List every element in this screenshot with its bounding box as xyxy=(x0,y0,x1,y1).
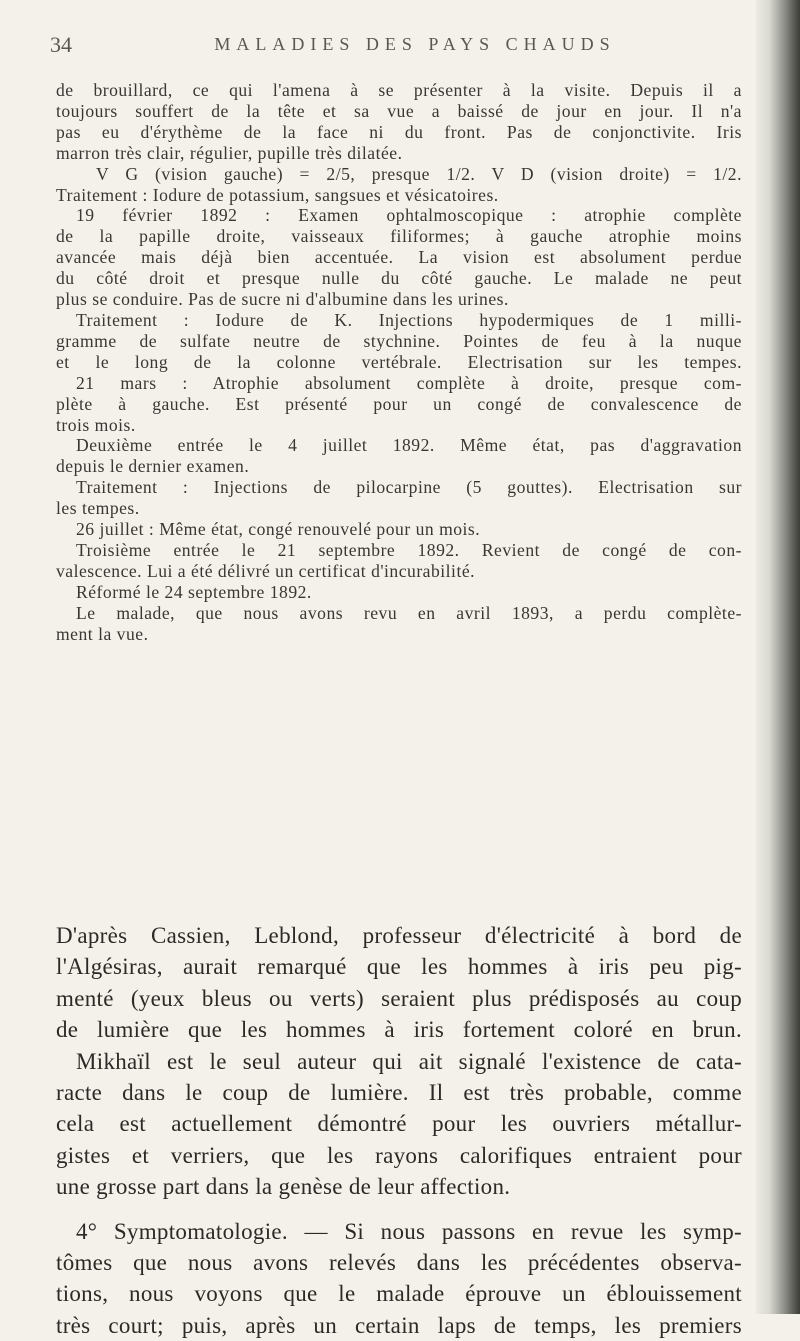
case-line: les tempes. xyxy=(56,498,140,519)
main-line: une grosse part dans la genèse de leur affection. xyxy=(56,1174,511,1200)
case-line: V G (vision gauche) = 2/5, presque 1/2. V D (vision droite) = 1/2. xyxy=(96,163,742,184)
section-gap xyxy=(56,1203,742,1216)
main-line: D'après Cassien, Leblond, professeur d'électricité à bord de xyxy=(56,923,742,948)
case-line: pas eu d'érythème de la face ni du front. Pas de conjonctivite. Iris xyxy=(56,121,742,142)
case-line: de la papille droite, vaisseaux filiformes; à gauche atrophie moins xyxy=(56,226,742,247)
main-line: racte dans le coup de lumière. Il est très probable, comme xyxy=(56,1080,742,1106)
main-line: tômes que nous avons relevés dans les précédentes observa- xyxy=(56,1250,742,1276)
main-line: tions, nous voyons que le malade éprouve un éblouissement xyxy=(56,1281,742,1307)
case-line: Réformé le 24 septembre 1892. xyxy=(76,581,312,602)
case-line: de brouillard, ce qui l'amena à se présenter à la visite. Depuis il a xyxy=(56,80,742,100)
case-line: et le long de la colonne vertébrale. Electrisation sur les tempes. xyxy=(56,351,742,372)
case-line: 26 juillet : Même état, congé renouvelé pour un mois. xyxy=(76,519,481,540)
section-heading-line: 4° Symptomatologie. — Si nous passons en revue les symp- xyxy=(76,1218,742,1244)
main-line: très court; puis, après un certain laps de temps, les premiers xyxy=(56,1312,742,1338)
case-observation xyxy=(56,80,742,644)
case-line: Traitement : Iodure de potassium, sangsues et vésicatoires. xyxy=(56,184,499,205)
case-line: trois mois. xyxy=(56,414,136,435)
case-line: depuis le dernier examen. xyxy=(56,456,250,477)
case-line: plus se conduire. Pas de sucre ni d'albumine dans les urines. xyxy=(56,289,509,310)
case-line: du côté droit et presque nulle du côté gauche. Le malade ne peut xyxy=(56,268,742,289)
case-line: marron très clair, régulier, pupille très dilatée. xyxy=(56,142,403,163)
case-line: 21 mars : Atrophie absolument complète à droite, presque com- xyxy=(76,372,742,393)
case-line: valescence. Lui a été délivré un certificat d'incurabilité. xyxy=(56,560,476,581)
case-line: ment la vue. xyxy=(56,623,149,644)
main-line: gistes et verriers, que les rayons calorifiques entraient pour xyxy=(56,1142,742,1168)
main-line: Mikhaïl est le seul auteur qui ait signalé l'existence de cata- xyxy=(76,1048,742,1074)
main-line: menté (yeux bleus ou verts) seraient plus prédisposés au coup xyxy=(56,985,742,1011)
main-text xyxy=(56,920,742,1341)
case-line: avancée mais déjà bien accentuée. La vision est absolument perdue xyxy=(56,247,742,268)
case-line: Traitement : Iodure de K. Injections hypodermiques de 1 milli- xyxy=(76,309,742,330)
page-number: 34 xyxy=(50,32,72,57)
main-line: cela est actuellement démontré pour les ouvriers métallur- xyxy=(56,1111,742,1137)
case-line: Traitement : Injections de pilocarpine (5 gouttes). Electrisation sur xyxy=(76,477,742,498)
case-line: plète à gauche. Est présenté pour un congé de convalescence de xyxy=(56,393,742,414)
running-head: MALADIES DES PAYS CHAUDS xyxy=(214,34,616,54)
case-line: Deuxième entrée le 4 juillet 1892. Même état, pas d'aggravation xyxy=(76,435,742,456)
case-line: 19 février 1892 : Examen ophtalmoscopique : atrophie complète xyxy=(76,205,742,226)
case-line: toujours souffert de la tête et sa vue a baissé de jour en jour. Il n'a xyxy=(56,100,742,121)
case-line: Le malade, que nous avons revu en avril 1893, a perdu complète- xyxy=(76,602,742,623)
main-line: de lumière que les hommes à iris fortement coloré en brun. xyxy=(56,1017,742,1043)
page-header xyxy=(50,32,740,60)
main-line: l'Algésiras, aurait remarqué que les hommes à iris peu pig- xyxy=(56,954,742,980)
page-edge-shadow xyxy=(756,0,800,1314)
case-line: Troisième entrée le 21 septembre 1892. Revient de congé de con- xyxy=(76,539,742,560)
case-line: gramme de sulfate neutre de stychnine. Pointes de feu à la nuque xyxy=(56,330,742,351)
